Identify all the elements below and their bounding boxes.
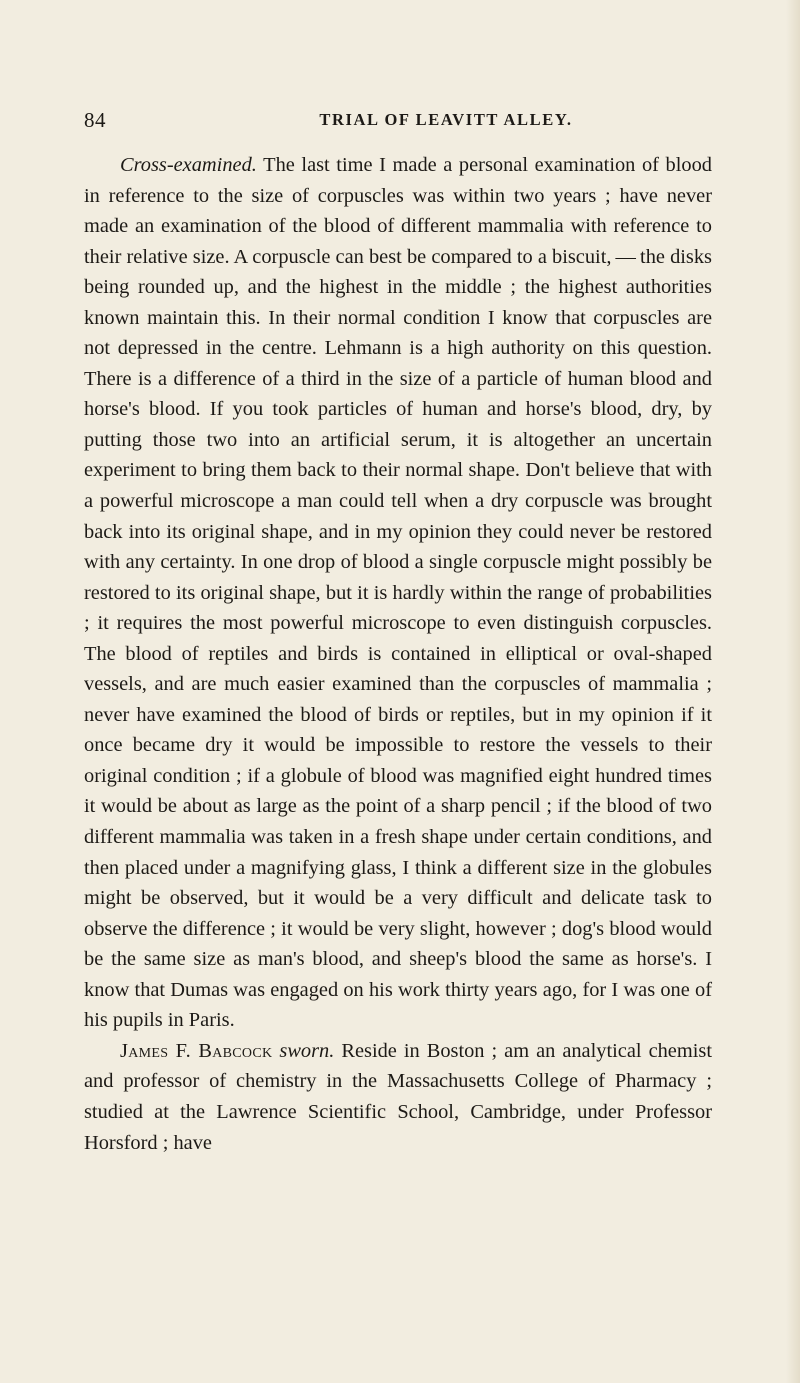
witness-testimony-text: Reside in Boston ; am an analytical chemist and professor of chemistry in the Massachusetts College of Pharmacy ; studied at the Lawrence Scientific School, Cambridge, under Professor Horsford ; have	[84, 1039, 712, 1154]
cross-examination-paragraph	[84, 150, 712, 1036]
witness-name: James F. Babcock	[120, 1039, 273, 1062]
page-header	[84, 108, 712, 134]
page-number: 84	[84, 108, 106, 132]
running-title: TRIAL OF LEAVITT ALLEY.	[319, 110, 573, 129]
page-edge-shadow	[786, 0, 800, 1383]
cross-examined-lead-in: Cross-examined.	[120, 154, 257, 176]
body-text	[84, 150, 712, 1158]
cross-examination-text: The last time I made a personal examination of blood in reference to the size of corpuscles was within two years ; have never made an examination of the blood of different mammalia with reference to their relative size. A corpuscle can best be compared to a biscuit, — the disks being rounded up, and the highest in the middle ; the highest authorities known maintain this. In their normal condition I know that corpuscles are not depressed in the centre. Lehmann is a high authority on this question. There is a difference of a third in the size of a particle of human blood and horse's blood. If you took particles of human and horse's blood, dry, by putting those two into an artificial serum, it is altogether an uncertain experiment to bring them back to their normal shape. Don't believe that with a powerful microscope a man could tell when a dry corpuscle was brought back into its original shape, and in my opinion they could never be restored with any certainty. In one drop of blood a single corpuscle might possibly be restored to its original shape, but it is hardly within the range of probabilities ; it requires the most powerful microscope to even distinguish corpuscles. The blood of reptiles and birds is contained in elliptical or oval-shaped vessels, and are much easier examined than the corpuscles of mammalia ; never have examined the blood of birds or reptiles, but in my opinion if it once became dry it would be impossible to restore the vessels to their original condition ; if a globule of blood was magnified eight hundred times it would be about as large as the point of a sharp pencil ; if the blood of two different mammalia was taken in a fresh shape under certain conditions, and then placed under a magnifying glass, I think a different size in the globules might be observed, but it would be a very difficult and delicate task to observe the difference ; it would be very slight, however ; dog's blood would be the same size as man's blood, and sheep's blood the same as horse's. I know that Dumas was engaged on his work thirty years ago, for I was one of his pupils in Paris.	[84, 154, 712, 1032]
sworn-label: sworn.	[279, 1039, 335, 1062]
witness-paragraph	[84, 1036, 712, 1158]
